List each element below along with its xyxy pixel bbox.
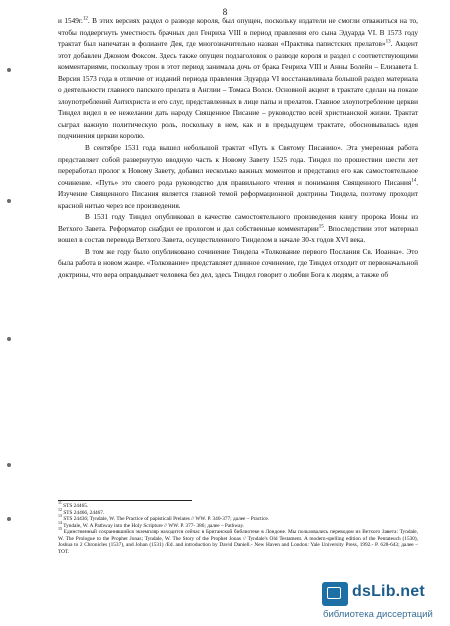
paragraph-text: . В этих версиях раздел о разводе короля, был опущен, поскольку издатели не смогли отважиться на то, чтобы подвергнуть уместность брачных дел Генриха VIII в период правления его сына Эдуарда VI. В 1573 году трактат был напечатан в фолианте Дея, где многозначительно назван «Практика папистских прелатов»	[58, 17, 418, 49]
footnote-number: 12	[58, 506, 62, 512]
paragraph-text: . Акцент этот добавлен Джоном Фоксом. Здесь также опущен подзаголовок о разводе короля и раздел с соответствующими комментариями, поскольку трон в этот период занимала дочь от брака Генриха VIII и Анны Болейн – Елизавета I. Версия 1573 года в отличие от изданий периода правления Эдуарда VI восстанавливала большой раздел материала о деятельности главного папского прелата в Англии – Томаса Волси. Основной акцент в трактате сделан на показе злоупотреблений Антихриста и его слуг, представленных в лице папы и прелатов. Главное злоупотребление церкви Тиндел видел в ее нежелании дать народу Священное Писание – руководство всей христианской жизни. Трактат сыграл важную политическую роль, поскольку в нем, как и в предыдущем трактате, обосновывалась идея подчинения церкви королю.	[58, 40, 419, 141]
paragraph-text: В 1531 году Тиндел опубликовал в качестве самостоятельного произведения книгу пророка Ионы из Ветхого Завета. Реформатор снабдил ее прологом и дал собственные комментарии	[58, 213, 418, 233]
margin-mark	[7, 337, 11, 341]
footnote-ref: 15	[318, 224, 324, 230]
footnote-text: Единственный сохранившийся экземпляр находится сейчас в Британской библиотеке в Лондоне. Мы пользовались переводом из Ветхого Завета: Tyndale, W. The Prologue to the Prophet Jonas; Tyndale, W. The Story of the Prophet Jonas // Tyndale's Old Testament. A modern-spelling edition of the Pentateuch (1530), Joshua to 2 Chronicles (1537), and Johan (1531) /Ed. and introduction by David Daniell.- New Haven and London: Yale University Press, 1992.- P. 628-643; далее – TOT.	[58, 529, 418, 555]
footnote-number: 11	[58, 500, 62, 506]
paragraph-text: . Впоследствии этот материал вошел в состав перевода Ветхого Завета, осуществленного Тинделом в начале 30-х годов XVI века.	[58, 224, 418, 245]
page-number: 8	[222, 7, 228, 17]
footnotes	[58, 500, 418, 555]
footnote-ref: 13	[385, 39, 391, 45]
dslib-tagline: библиотека диссертаций	[323, 609, 433, 620]
footnote-number: 15	[58, 526, 62, 532]
paragraph-text: В сентябре 1531 года вышел небольшой трактат «Путь к Святому Писанию». Эта умеренная работа представляет собой развернутую вводную часть к Новому Завету 1525 года. Тиндел по прошествии шести лет переработал пролог к Новому Завету, добавил несколько важных моментов и представил его как самостоятельное сочинение. «Путь» это своего рода руководство для правильного чтения и понимания Священного Писания	[58, 144, 418, 187]
paragraph-text: . Изучение Священного Писания является главной темой реформационной доктрины Тиндела, поэтому проходит красной нитью через все произведения.	[58, 178, 418, 210]
footnote-text: STS 24466, 24467.	[62, 509, 105, 516]
footnote-number: 13	[58, 513, 62, 519]
footnote-ref: 14	[411, 178, 417, 184]
paragraph-text: В том же году было опубликовано сочинение Тиндела «Толкование первого Послания Св. Иоанна». Это была работа в новом жанре. «Толкование» представляет длинное сочинение, где Тиндел отходит от первоначальной доктрины, что вера оправдывает человека без дел, здесь Тиндел говорит о любви Бога к людям, а также об	[58, 247, 418, 280]
paragraph-text: и 1549г.	[58, 17, 83, 25]
body-paragraph	[58, 212, 418, 247]
body-paragraph	[58, 143, 418, 212]
footnote-text: STS 24436; Tyndale, W. The Practice of papisticall Prelates // WW. P. 340-377; далее – Practice.	[62, 516, 270, 523]
body-paragraph	[58, 247, 418, 282]
dslib-logo-icon	[322, 582, 348, 606]
margin-mark	[7, 68, 11, 72]
footnote-text: Tyndale, W. A Pathway into the Holy Scripture // WW. P. 377- 386; далее – Pathway.	[62, 522, 245, 529]
footnote	[58, 526, 418, 555]
dslib-watermark[interactable]	[322, 582, 444, 622]
body-paragraph	[58, 16, 418, 143]
footnote-ref: 12	[82, 16, 88, 22]
footnote-separator	[58, 500, 192, 501]
body-text	[58, 16, 418, 282]
dslib-brand: dsLib.net	[352, 583, 425, 600]
footnote-text: STS 24465.	[61, 503, 89, 509]
margin-mark	[7, 517, 11, 521]
margin-mark	[7, 199, 11, 203]
margin-mark	[7, 463, 11, 467]
footnote-number: 14	[58, 519, 62, 525]
